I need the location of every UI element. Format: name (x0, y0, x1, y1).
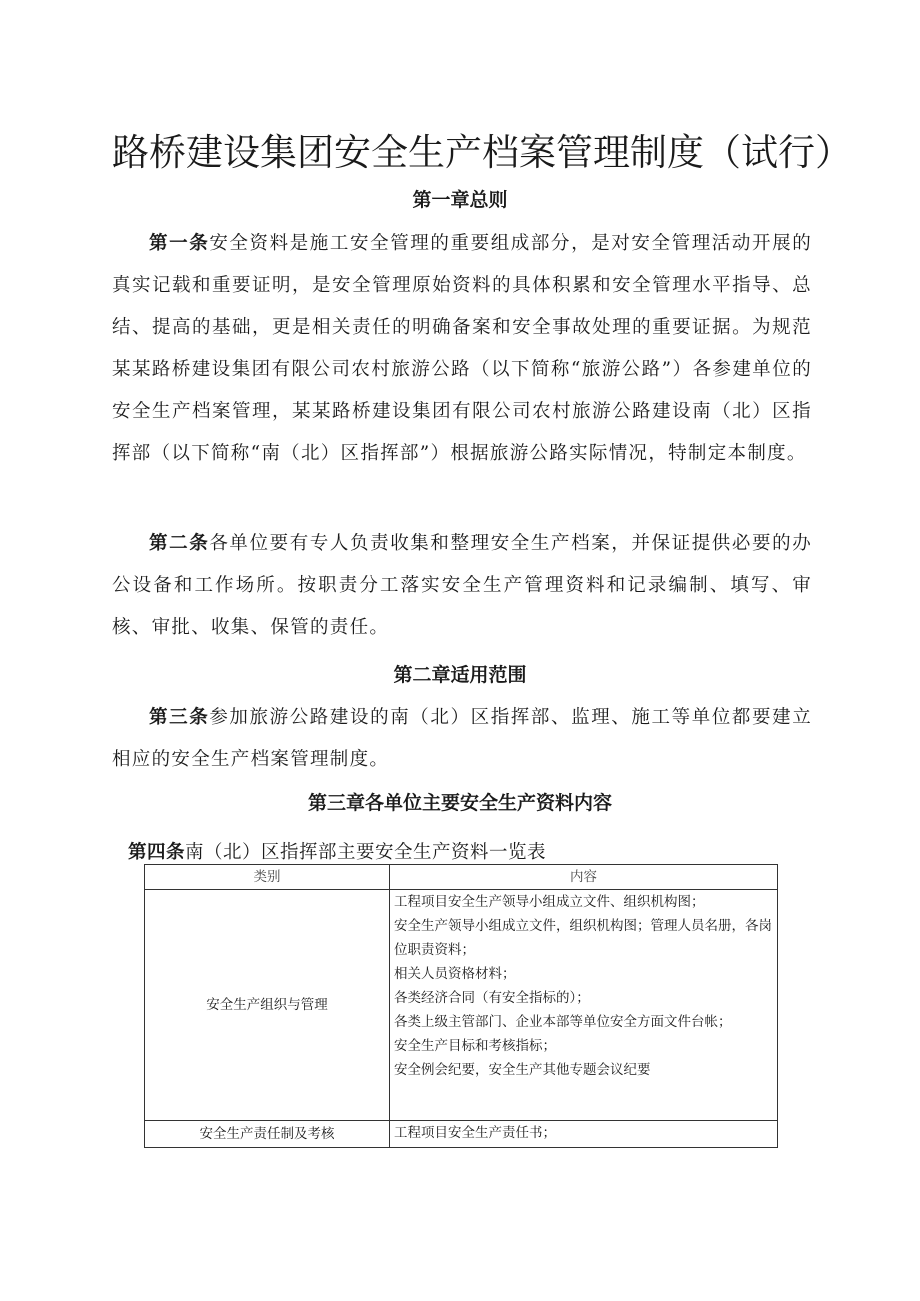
article-2-text: 各单位要有专人负责收集和整理安全生产档案，并保证提供必要的办公设备和工作场所。按职责分工落实安全生产管理资料和记录编制、填写、审核、审批、收集、保管的责任。 (112, 533, 812, 638)
content-item: 相关人员资格材料； (394, 966, 516, 982)
safety-records-table (144, 864, 778, 1148)
article-1-number: 第一条 (149, 233, 210, 254)
article-3-text: 参加旅游公路建设的南（北）区指挥部、监理、施工等单位都要建立相应的安全生产档案管理制度。 (112, 707, 812, 770)
article-3-number: 第三条 (149, 707, 210, 728)
chapter-heading-2: 第二章适用范围 (393, 664, 527, 686)
content-item: 安全例会纪要，安全生产其他专题会议纪要 (394, 1062, 651, 1078)
article-1 (112, 223, 812, 475)
content-item: 安全生产领导小组成立文件，组织机构图；管理人员名册，各岗位职责资料； (394, 918, 772, 958)
chapter-heading-3: 第三章各单位主要安全生产资料内容 (307, 792, 612, 814)
content-item: 各类上级主管部门、企业本部等单位安全方面文件台帐； (394, 1014, 732, 1030)
header-content: 内容 (390, 865, 778, 890)
content-item: 安全生产目标和考核指标； (394, 1038, 556, 1054)
row-content (390, 890, 778, 1121)
document-title: 路桥建设集团安全生产档案管理制度（试行） (112, 131, 852, 174)
table-row (145, 890, 778, 1121)
article-3 (112, 697, 812, 781)
row-content (390, 1121, 778, 1148)
table-row (145, 1121, 778, 1148)
article-4-number: 第四条 (128, 842, 186, 863)
table-caption-text: 南（北）区指挥部主要安全生产资料一览表 (185, 842, 547, 863)
chapter-heading-1: 第一章总则 (412, 189, 508, 211)
row-category: 安全生产组织与管理 (145, 890, 390, 1121)
content-item: 各类经济合同（有安全指标的）； (394, 990, 590, 1006)
content-item: 工程项目安全生产领导小组成立文件、组织机构图； (394, 894, 705, 910)
row-category: 安全生产责任制及考核 (145, 1121, 390, 1148)
table-header-row (145, 865, 778, 890)
header-category: 类别 (145, 865, 390, 890)
article-2 (112, 523, 812, 649)
article-2-number: 第二条 (149, 533, 210, 554)
content-item: 工程项目安全生产责任书； (394, 1125, 556, 1141)
article-1-text: 安全资料是施工安全管理的重要组成部分，是对安全管理活动开展的真实记载和重要证明，是安全管理原始资料的具体积累和安全管理水平指导、总结、提高的基础，更是相关责任的明确备案和安全事故处理的重要证据。为规范某某路桥建设集团有限公司农村旅游公路（以下简称“旅游公路”）各参建单位的安全生产档案管理，某某路桥建设集团有限公司农村旅游公路建设南（北）区指挥部（以下简称“南（北）区指挥部”）根据旅游公路实际情况，特制定本制度。 (112, 233, 812, 464)
